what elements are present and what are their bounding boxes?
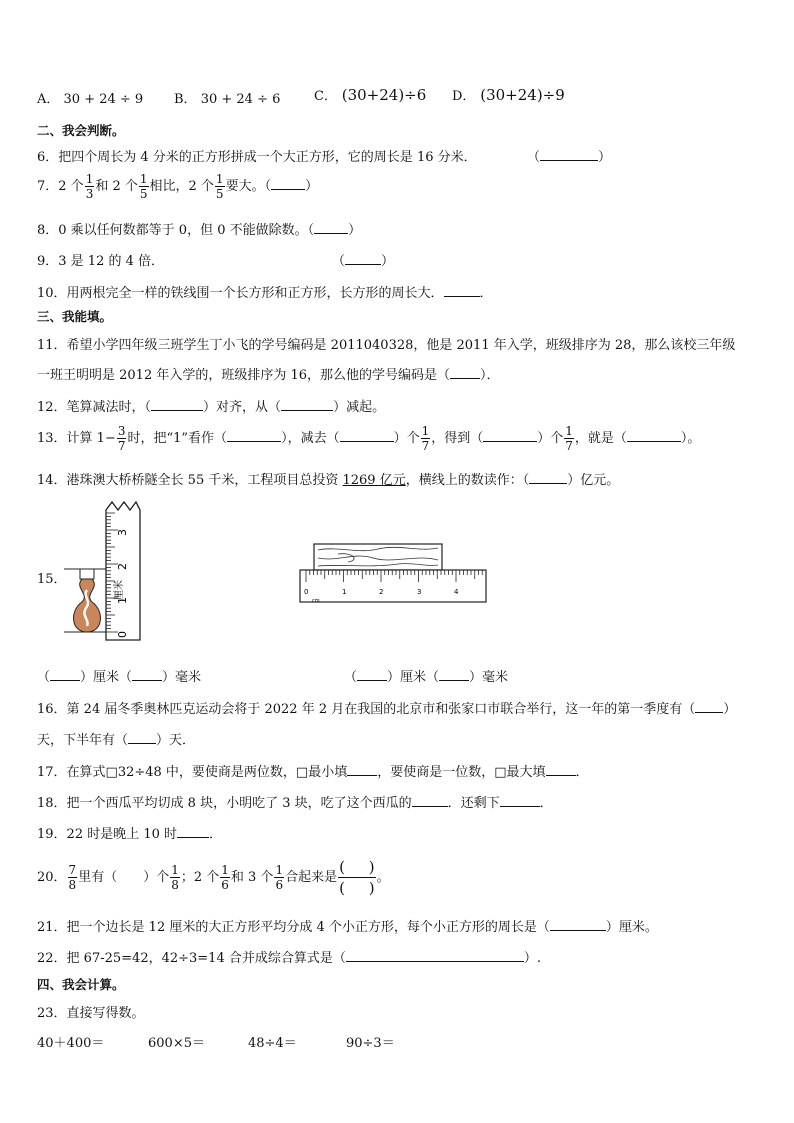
question-15-number: 15． <box>37 572 67 587</box>
question-14: 14．港珠澳大桥桥隧全长 55 千米，工程项目总投资 1269 亿元，横线上的数读作：（ ）亿元。 <box>37 473 620 488</box>
ruler-unit-label: cm <box>312 598 320 604</box>
question-23-title: 23．直接写得数。 <box>37 1006 145 1021</box>
question-16-line2: 天，下半年有（ ）天． <box>37 733 196 748</box>
question-7: 7．2 个 $\frac{1}{3}$ 和 2 个 $\frac{1}{5}$ 相比，2 个 $\frac{1}{5}$ 要大。（ ） <box>37 172 319 201</box>
ruler-horizontal-figure <box>298 540 490 606</box>
question-21: 21．把一个边长是 12 厘米的大正方形平均分成 4 个小正方形，每个小正方形的周长是（ ）厘米。 <box>37 920 658 935</box>
fraction: $\frac{1}{7}$ <box>565 424 573 453</box>
ruler-tick-label: 0 <box>116 631 129 638</box>
question-11-line1: 11．希望小学四年级三班学生丁小飞的学号编码是 2011040328，他是 2011 年入学，班级排序为 28，那么该校三年级 <box>37 338 736 353</box>
calc-item: 48÷4＝ <box>248 1036 297 1051</box>
ruler-vertical-figure <box>60 498 150 644</box>
section-heading-calc: 四、我会计算。 <box>37 977 125 992</box>
ruler-tick-label: 1 <box>116 597 129 604</box>
q17-blank-2[interactable] <box>546 763 576 776</box>
ruler-tick-label: 4 <box>454 588 459 596</box>
ruler-tick-label: 0 <box>304 588 309 596</box>
q12-blank-2[interactable] <box>281 398 333 411</box>
fraction: $\frac{1}{8}$ <box>171 863 179 892</box>
fraction: $\frac{1}{5}$ <box>139 172 148 201</box>
q15-blank-cm-1[interactable] <box>50 668 80 681</box>
question-16-line1: 16．第 24 届冬季奥林匹克运动会将于 2022 年 2 月在我国的北京市和张家口市联合举行，这一年的第一季度有（ ） <box>37 702 737 717</box>
question-6: 6．把四个周长为 4 分米的正方形拼成一个大正方形，它的周长是 16 分米． <box>37 150 477 165</box>
q12-blank-1[interactable] <box>151 398 203 411</box>
question-22: 22．把 67-25=42，42÷3=14 合并成综合算式是（ ）. <box>37 951 541 966</box>
question-9: 9．3 是 12 的 4 倍． <box>37 254 165 269</box>
option-b: B． 30 + 24 ÷ 6 <box>174 92 281 107</box>
q17-blank-1[interactable] <box>347 763 377 776</box>
q18-blank-2[interactable] <box>500 794 540 807</box>
fraction: $\frac{1}{5}$ <box>215 172 224 201</box>
question-12: 12．笔算减法时，（ ）对齐，从（ ）减起。 <box>37 400 386 415</box>
fraction: $\frac{1}{6}$ <box>275 863 284 892</box>
question-10: 10．用两根完全一样的铁线围一个长方形和正方形，长方形的周长大． ． <box>37 286 493 301</box>
calc-item: 600×5＝ <box>148 1036 205 1051</box>
calc-item: 40＋400＝ <box>37 1036 105 1051</box>
ruler-tick-label: 3 <box>116 529 129 536</box>
q14-answer-blank[interactable] <box>529 471 567 484</box>
option-d: D． (30+24)÷9 <box>452 86 565 104</box>
q9-answer-blank[interactable]: （ ） <box>332 254 395 269</box>
q16-blank-2[interactable] <box>128 731 156 744</box>
fraction: $\frac{1}{6}$ <box>221 863 229 892</box>
question-19: 19．22 时是晚上 10 时 ． <box>37 827 223 842</box>
question-13: 13．计算 1− $\frac{3}{7}$ 时，把“1”看作（ ），减去（ ）个 $\frac{1}{7}$ ，得到（ ）个 $\frac{1}{7}$ ，就是（ ）。 <box>37 424 701 453</box>
q18-blank-1[interactable] <box>412 794 448 807</box>
q8-answer-blank[interactable] <box>314 221 348 234</box>
gourd-bottle-icon <box>74 569 101 632</box>
q13-blank-3[interactable] <box>483 429 537 442</box>
q15-blank-mm-2[interactable] <box>439 668 469 681</box>
option-a: A． 30 + 24 ÷ 9 <box>37 92 144 107</box>
q13-blank-1[interactable] <box>227 429 281 442</box>
q7-answer-blank[interactable] <box>271 177 305 190</box>
question-11-line2: 一班王明明是 2012 年入学的，班级排序为 16，那么他的学号编码是（ ）． <box>37 368 500 383</box>
section-heading-judge: 二、我会判断。 <box>37 123 125 138</box>
q22-blank[interactable] <box>346 949 524 962</box>
q19-blank[interactable] <box>177 825 209 838</box>
ruler-unit-label: 厘米 <box>114 580 125 600</box>
calc-item: 90÷3＝ <box>346 1036 395 1051</box>
q16-blank-1[interactable] <box>695 700 723 713</box>
question-8: 8．0 乘以任何数都等于 0，但 0 不能做除数。（ ） <box>37 223 362 238</box>
q15-answer-2: （ ）厘米（ ）毫米 <box>344 670 509 685</box>
wood-block-icon <box>314 544 442 570</box>
q15-blank-mm-1[interactable] <box>132 668 162 681</box>
ruler-tick-label: 2 <box>379 588 384 596</box>
q13-blank-2[interactable] <box>340 429 394 442</box>
fraction: $\frac{1}{7}$ <box>421 424 430 453</box>
ruler-tick-label: 3 <box>417 588 422 596</box>
ruler-tick-label: 1 <box>342 588 347 596</box>
ruler-tick-label: 2 <box>116 563 129 570</box>
question-18: 18．把一个西瓜平均切成 8 块，小明吃了 3 块，吃了这个西瓜的 ．还剩下 ． <box>37 796 553 811</box>
q11-answer-blank[interactable] <box>450 366 480 379</box>
q15-blank-cm-2[interactable] <box>357 668 387 681</box>
fraction: $\frac{3}{7}$ <box>117 424 126 453</box>
q10-answer-blank[interactable] <box>444 284 480 297</box>
section-heading-fill: 三、我能填。 <box>37 309 113 324</box>
q6-answer-blank[interactable]: （ ） <box>527 150 612 165</box>
question-17: 17．在算式□32÷48 中，要使商是两位数，□最小填 ，要使商是一位数，□最大填 ． <box>37 765 589 780</box>
q21-blank[interactable] <box>550 918 606 931</box>
fraction-answer-blank[interactable]: $\frac{( )}{( )}$ <box>339 858 375 897</box>
q13-blank-4[interactable] <box>627 429 681 442</box>
q15-answer-1: （ ）厘米（ ）毫米 <box>37 670 202 685</box>
fraction: $\frac{7}{8}$ <box>68 863 77 892</box>
option-c: C． (30+24)÷6 <box>314 86 427 104</box>
question-20: 20． $\frac{7}{8}$ 里有（ ）个 $\frac{1}{8}$ ；2 个 $\frac{1}{6}$ 和 3 个 $\frac{1}{6}$ 合起来是 $\frac{( )}{( )}$ 。 <box>37 858 390 897</box>
fraction: $\frac{1}{3}$ <box>85 172 94 201</box>
